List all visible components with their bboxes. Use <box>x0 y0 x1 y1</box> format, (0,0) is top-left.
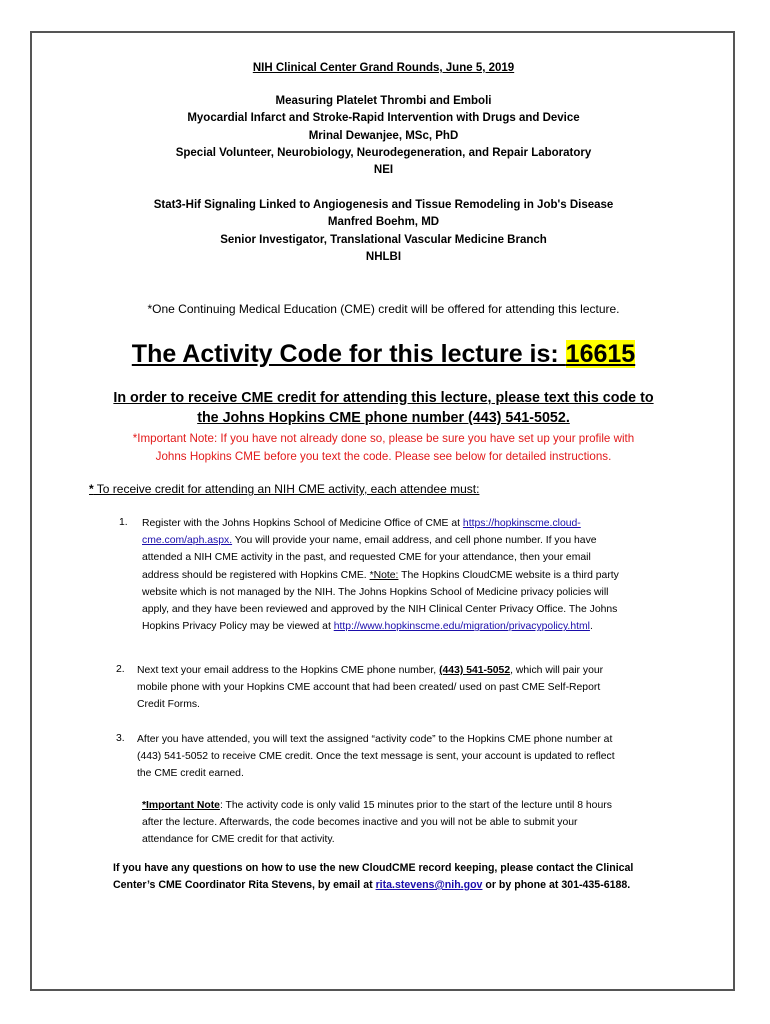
cme-credit-note: *One Continuing Medical Education (CME) credit will be offered for attending this lecture. <box>147 302 620 316</box>
profile-important-note <box>31 430 736 465</box>
talk1-block <box>31 93 736 179</box>
privacy-policy-link[interactable]: http://www.hopkinscme.edu/migration/privacypolicy.html <box>333 621 590 633</box>
text-code-instruction <box>31 388 736 428</box>
talk1-affiliation: Special Volunteer, Neurobiology, Neurodegeneration, and Repair Laboratory <box>175 146 592 159</box>
step-2-text: Next text your email address to the Hopkins CME phone number, (443) 541-5052, which will pair your mobile phone with your Hopkins CME account that had been created/ used on past CME Self-Report Credit Forms. <box>137 665 604 711</box>
step-3-text: After you have attended, you will text the assigned “activity code” to the Hopkins CME phone number at (443) 541-5052 to receive CME credit. Once the text message is sent, your account is updated to reflect the CME credit earned. <box>137 734 615 780</box>
validity-note-label: *Important Note <box>142 800 220 811</box>
talk2-speaker: Manfred Boehm, MD <box>327 216 440 229</box>
talk1-subtitle: Myocardial Infarct and Stroke-Rapid Intervention with Drugs and Device <box>187 112 580 125</box>
hopkins-cme-link[interactable]: https://hopkinscme.cloud- <box>462 518 581 529</box>
talk2-title: Stat3-Hif Signaling Linked to Angiogenesis and Tissue Remodeling in Job's Disease <box>153 199 614 211</box>
coordinator-email-link[interactable]: rita.stevens@nih.gov <box>375 879 483 891</box>
note-label: *Note: <box>369 569 399 581</box>
talk2-block <box>31 197 736 266</box>
talk2-institute: NHLBI <box>365 250 402 263</box>
talk1-title: Measuring Platelet Thrombi and Emboli <box>275 95 492 107</box>
step-1-number: 1. <box>119 517 128 528</box>
page-title: NIH Clinical Center Grand Rounds, June 5, 2019 <box>252 62 515 74</box>
talk1-institute: NEI <box>373 164 394 177</box>
code-validity-note: *Important Note: The activity code is only valid 15 minutes prior to the start of the lecture until 8 hours after the lecture. Afterwards, the code becomes inactive and you will not be able to submit your attendance for CME credit for that activity. <box>142 800 612 846</box>
hopkins-cme-link-cont[interactable]: cme.com/aph.aspx. <box>142 535 233 547</box>
contact-info: If you have any questions on how to use the new CloudCME record keeping, please contact the Clinical Center’s CME Coordinator Rita Stevens, by email at rita.stevens@nih.gov or by phone at 301-435-6188. <box>113 862 634 891</box>
step-2-number: 2. <box>116 664 125 675</box>
talk2-affiliation: Senior Investigator, Translational Vascular Medicine Branch <box>220 233 547 246</box>
cme-phone-number: (443) 541-5052 <box>439 665 511 676</box>
activity-code-label: The Activity Code for this lecture is: <box>131 340 566 368</box>
attendee-requirements-heading <box>89 482 479 496</box>
step-1-text: Register with the Johns Hopkins School of Medicine Office of CME at https://hopkinscme.cloud- cme.com/aph.aspx. You will provide your name, email address, and cell phone number. If you have attended a NIH CME activity in the past, and requested CME for your attendance, then your email address should be registered with Hopkins CME. *Note: The Hopkins CloudCME website is a third party website which is not managed by the NIH. The Johns Hopkins School of Medicine privacy policies will apply, and they have been reviewed and approved by the NIH Clinical Center Privacy Office. The Johns Hopkins Privacy Policy may be viewed at http://www.hopkinscme.edu/migration/privacypolicy.html. <box>142 518 619 633</box>
activity-code-heading <box>31 340 736 369</box>
instruction-line-2: the Johns Hopkins CME phone number (443) 541-5052. <box>197 410 570 426</box>
step-3-number: 3. <box>116 733 125 744</box>
important-note-line-2: Johns Hopkins CME before you text the code. Please see below for detailed instructions. <box>155 449 612 463</box>
requirement-asterisk: * <box>89 482 94 496</box>
activity-code-value: 16615 <box>565 340 636 368</box>
talk1-speaker: Mrinal Dewanjee, MSc, PhD <box>308 129 459 142</box>
instruction-line-1: In order to receive CME credit for attending this lecture, please text this code to <box>113 390 654 406</box>
requirement-text: To receive credit for attending an NIH CME activity, each attendee must: <box>93 482 480 496</box>
important-note-line-1: *Important Note: If you have not already done so, please be sure you have set up your profile with <box>132 432 635 445</box>
